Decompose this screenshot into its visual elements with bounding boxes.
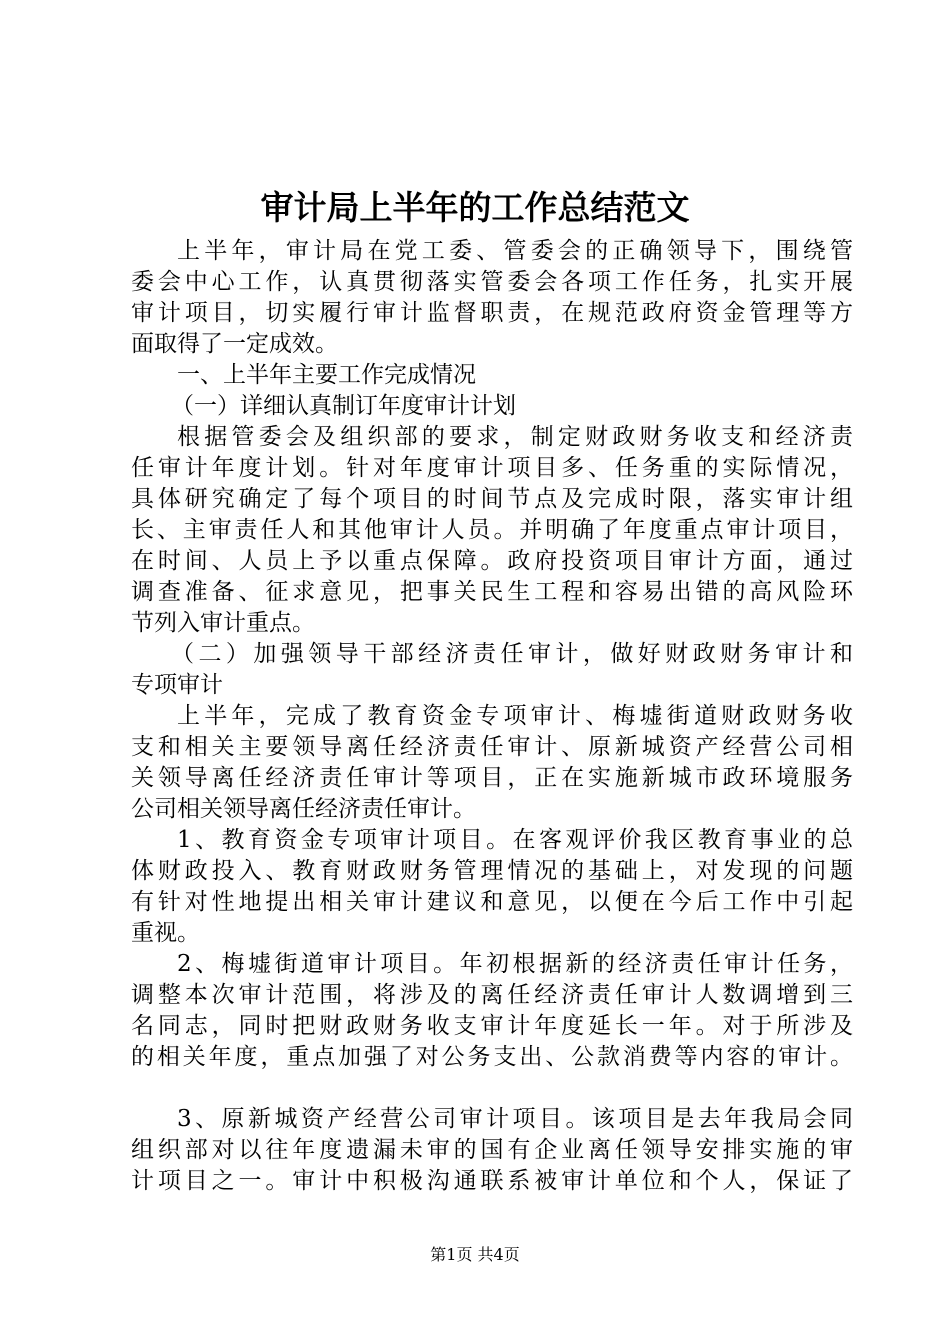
paragraph-line: 任审计年度计划。针对年度审计项目多、任务重的实际情况， [131, 455, 853, 481]
list-item-line: 2、梅墟街道审计项目。年初根据新的经济责任审计任务， [177, 951, 853, 977]
list-item-line: 名同志，同时把财政财务收支审计年度延长一年。对于所涉及 [131, 1013, 853, 1039]
paragraph-line: 委会中心工作，认真贯彻落实管委会各项工作任务，扎实开展 [131, 269, 853, 295]
paragraph-line: 长、主审责任人和其他审计人员。并明确了年度重点审计项目， [131, 517, 853, 543]
paragraph-line: 根据管委会及组织部的要求，制定财政财务收支和经济责 [177, 424, 853, 450]
paragraph-line: 支和相关主要领导离任经济责任审计、原新城资产经营公司相 [131, 734, 853, 760]
paragraph-line: 面取得了一定成效。 [131, 331, 338, 357]
subsection-heading: （一）详细认真制订年度审计计划 [171, 393, 516, 419]
paragraph-line: 调查准备、征求意见，把事关民生工程和容易出错的高风险环 [131, 579, 853, 605]
paragraph-line: 关领导离任经济责任审计等项目，正在实施新城市政环境服务 [131, 765, 853, 791]
list-item-line: 1、教育资金专项审计项目。在客观评价我区教育事业的总 [177, 827, 853, 853]
list-item-line: 3、原新城资产经营公司审计项目。该项目是去年我局会同 [177, 1106, 853, 1132]
subsection-heading: 专项审计 [131, 672, 223, 698]
paragraph-line: 在时间、人员上予以重点保障。政府投资项目审计方面，通过 [131, 548, 853, 574]
paragraph-gap [131, 1073, 853, 1104]
paragraph-line: 具体研究确定了每个项目的时间节点及完成时限，落实审计组 [131, 486, 853, 512]
list-item-line: 调整本次审计范围，将涉及的离任经济责任审计人数调增到三 [131, 982, 853, 1008]
subsection-heading: （二）加强领导干部经济责任审计，做好财政财务审计和 [171, 641, 853, 667]
paragraph-line: 上半年，审计局在党工委、管委会的正确领导下，围绕管 [177, 238, 853, 264]
list-item-line: 组织部对以往年度遗漏未审的国有企业离任领导安排实施的审 [131, 1137, 853, 1163]
page-footer: 第1页 共4页 [430, 1245, 520, 1264]
paragraph-line: 上半年，完成了教育资金专项审计、梅墟街道财政财务收 [177, 703, 853, 729]
list-item-line: 的相关年度，重点加强了对公务支出、公款消费等内容的审计。 [131, 1044, 853, 1070]
list-item-line: 计项目之一。审计中积极沟通联系被审计单位和个人，保证了 [131, 1168, 853, 1194]
paragraph-line: 节列入审计重点。 [131, 610, 315, 636]
paragraph-line: 审计项目，切实履行审计监督职责，在规范政府资金管理等方 [131, 300, 853, 326]
paragraph-line: 公司相关领导离任经济责任审计。 [131, 796, 476, 822]
list-item-line: 体财政投入、教育财政财务管理情况的基础上，对发现的问题 [131, 858, 853, 884]
section-heading: 一、上半年主要工作完成情况 [177, 362, 476, 388]
list-item-line: 有针对性地提出相关审计建议和意见，以便在今后工作中引起 [131, 889, 853, 915]
document-title: 审计局上半年的工作总结范文 [260, 188, 690, 227]
document-body [131, 236, 853, 1197]
list-item-line: 重视。 [131, 920, 200, 946]
